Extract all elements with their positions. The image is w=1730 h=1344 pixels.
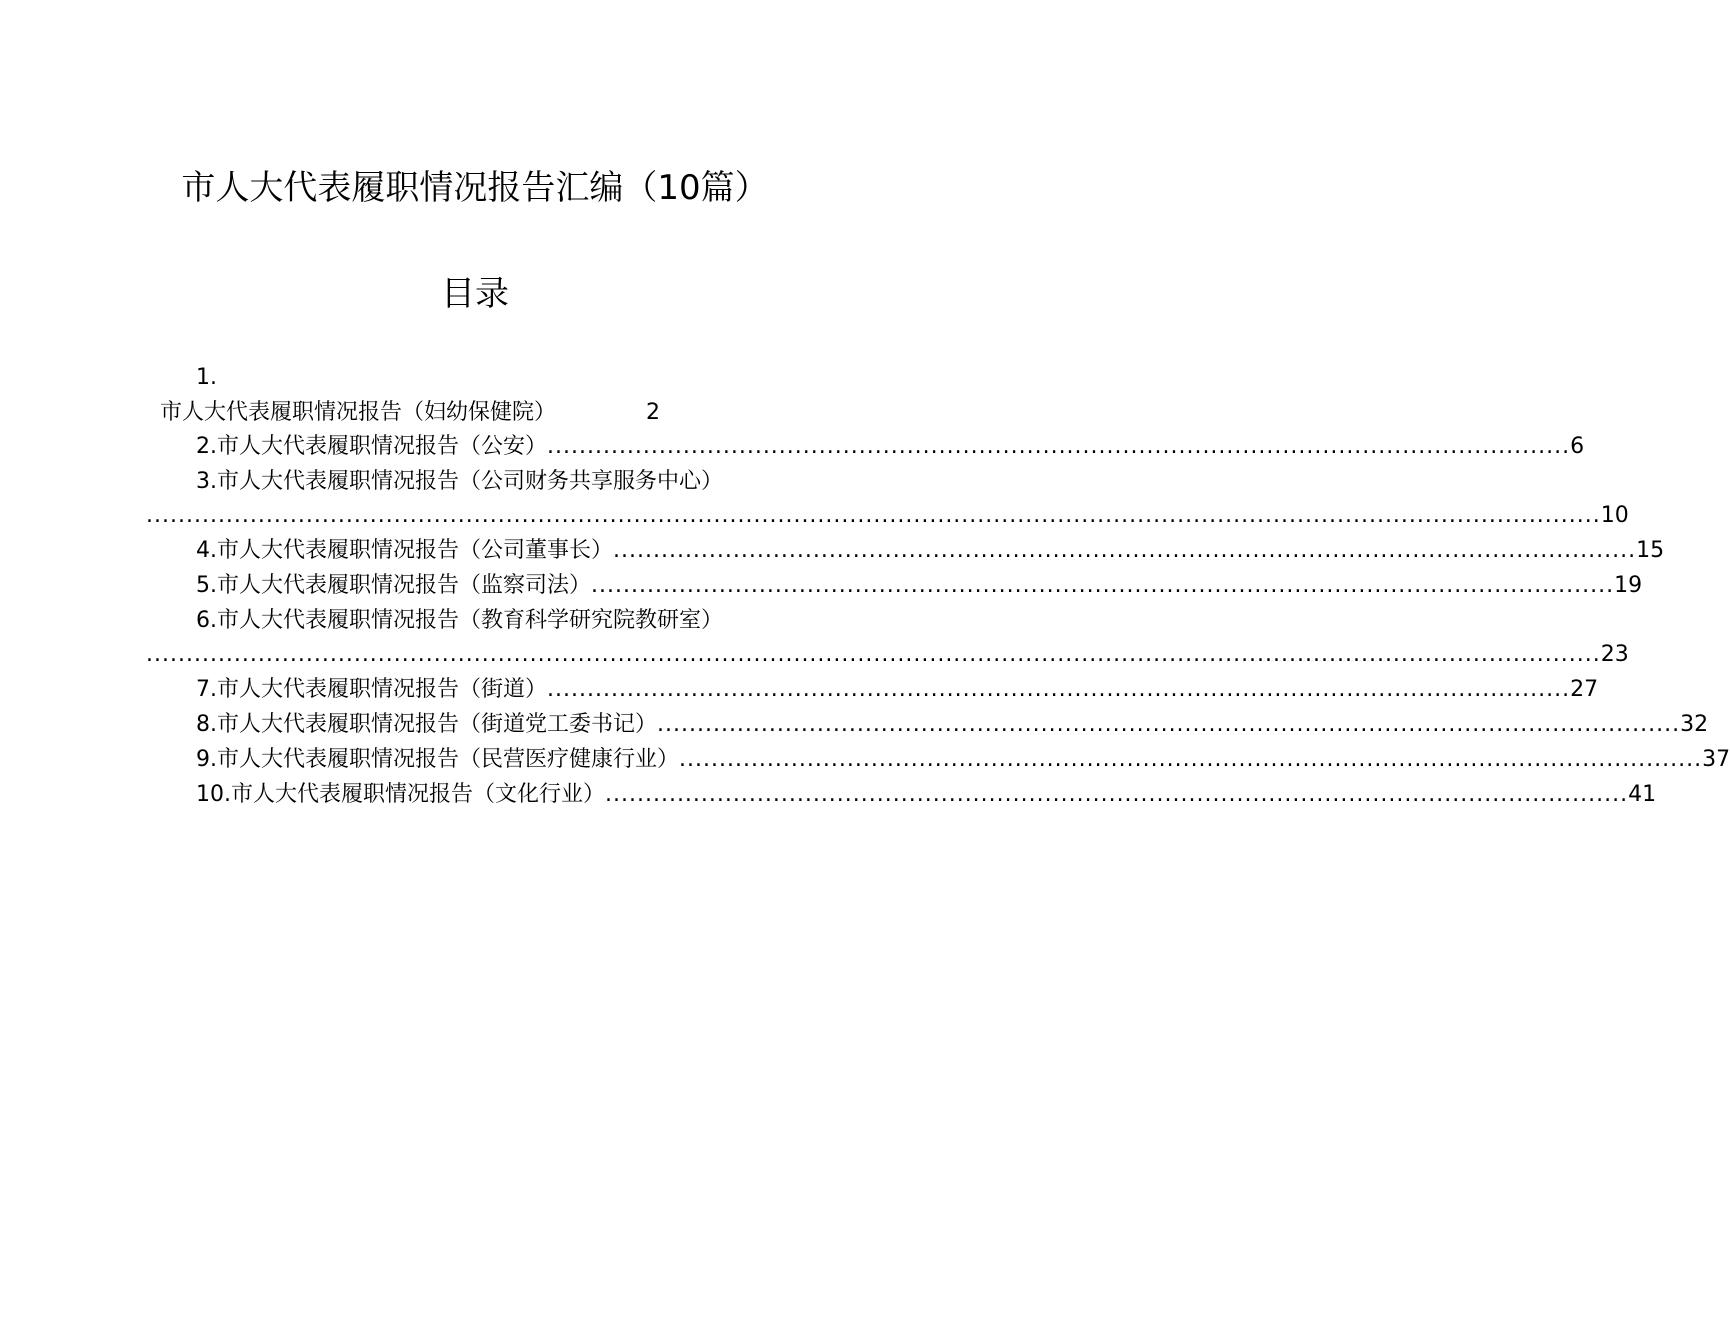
toc-entry-9[interactable] xyxy=(196,745,1730,775)
toc-entry-1-page[interactable]: 2 xyxy=(646,400,660,425)
toc-entry-page: 27 xyxy=(1570,677,1599,702)
toc-entry-title: 8.市人大代表履职情况报告（街道党工委书记） xyxy=(196,712,657,737)
toc-entry-page: 6 xyxy=(1570,434,1585,459)
dot-leader: ................................................................................................................................ xyxy=(605,782,1629,807)
toc-entry-4[interactable] xyxy=(196,536,1665,566)
toc-heading: 目录 xyxy=(441,274,509,314)
dot-leader: ................................................................................................................................ xyxy=(547,434,1571,459)
toc-entry-page: 41 xyxy=(1628,782,1657,807)
toc-entry-3-leader-line[interactable] xyxy=(146,501,1629,531)
toc-entry-6-leader-line[interactable] xyxy=(146,640,1629,670)
document-title: 市人大代表履职情况报告汇编（10篇） xyxy=(181,168,769,208)
dot-leader: ................................................................................................................................ xyxy=(613,538,1637,563)
dot-leader: ................................................................................................................................ xyxy=(679,747,1703,772)
dot-leader: ................................................................................................................................ xyxy=(657,712,1681,737)
toc-entry-1-title[interactable]: 市人大代表履职情况报告（妇幼保健院） xyxy=(160,400,557,425)
dot-leader: ...................................................................................................................................................................................... xyxy=(146,503,1601,528)
toc-entry-8[interactable] xyxy=(196,710,1709,740)
toc-entry-2[interactable] xyxy=(196,432,1585,462)
toc-entry-10[interactable] xyxy=(196,780,1657,810)
dot-leader: ................................................................................................................................ xyxy=(591,573,1615,598)
toc-entry-title: 10.市人大代表履职情况报告（文化行业） xyxy=(196,782,605,807)
toc-entry-title: 5.市人大代表履职情况报告（监察司法） xyxy=(196,573,591,598)
toc-entry-7[interactable] xyxy=(196,675,1599,705)
toc-entry-5[interactable] xyxy=(196,571,1643,601)
toc-entry-page: 10 xyxy=(1600,503,1629,528)
toc-entry-1-number[interactable]: 1. xyxy=(196,365,217,390)
toc-entry-page: 23 xyxy=(1600,642,1629,667)
toc-entry-page: 32 xyxy=(1680,712,1709,737)
toc-entry-title: 4.市人大代表履职情况报告（公司董事长） xyxy=(196,538,613,563)
toc-entry-3-title[interactable]: 3.市人大代表履职情况报告（公司财务共享服务中心） xyxy=(196,469,723,494)
toc-entry-page: 37 xyxy=(1702,747,1730,772)
toc-entry-title: 2.市人大代表履职情况报告（公安） xyxy=(196,434,547,459)
toc-entry-6-title[interactable]: 6.市人大代表履职情况报告（教育科学研究院教研室） xyxy=(196,608,723,633)
dot-leader: ................................................................................................................................ xyxy=(547,677,1571,702)
toc-entry-title: 7.市人大代表履职情况报告（街道） xyxy=(196,677,547,702)
toc-entry-page: 15 xyxy=(1636,538,1665,563)
dot-leader: ...................................................................................................................................................................................... xyxy=(146,642,1601,667)
toc-entry-page: 19 xyxy=(1614,573,1643,598)
toc-entry-title: 9.市人大代表履职情况报告（民营医疗健康行业） xyxy=(196,747,679,772)
